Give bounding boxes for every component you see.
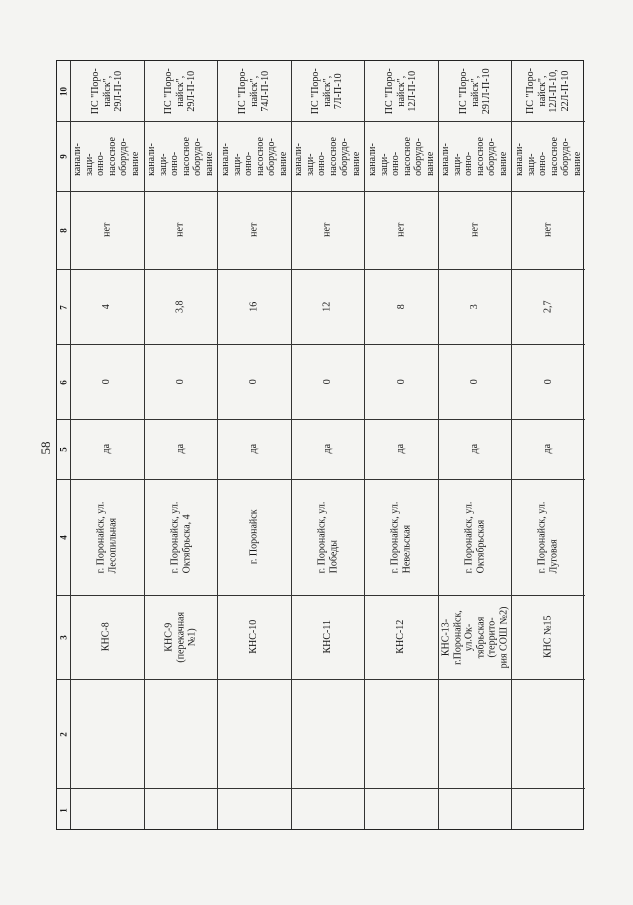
cell-text: 2,7 xyxy=(542,300,554,313)
cell-equipment xyxy=(511,121,585,191)
cell-equipment xyxy=(217,121,291,191)
cell-text: ПС "Поро- найск", 29Л-П-10 xyxy=(89,67,124,115)
cell-yes xyxy=(511,419,585,479)
page-number: 58 xyxy=(38,441,53,455)
cell-yes xyxy=(217,419,291,479)
cell-name xyxy=(511,595,585,679)
cell-yes xyxy=(438,419,512,479)
cell-yes xyxy=(364,419,438,479)
cell-name xyxy=(291,595,365,679)
cell-value xyxy=(144,269,218,344)
cell-text: канали- заци- онно- насосное оборудо- вание xyxy=(219,136,288,176)
cell-text: канали- заци- онно- насосное оборудо- вание xyxy=(440,136,509,176)
cell-zero xyxy=(217,344,291,419)
cell-zero xyxy=(291,344,365,419)
cell-text: да xyxy=(248,444,260,454)
column-divider xyxy=(57,679,585,680)
column-number: 7 xyxy=(58,304,68,310)
cell-text: 0 xyxy=(101,379,113,384)
cell-text: 0 xyxy=(248,379,260,384)
cell-text: канали- заци- онно- насосное оборудо- вание xyxy=(513,136,583,176)
cell-text: КНС-13- г.Поронайск, ул.Ок- тябрьская (террито- рия СОШ №2) xyxy=(440,606,509,668)
cell-text: нет xyxy=(321,222,333,238)
cell-value xyxy=(70,269,144,344)
cell-text: 0 xyxy=(395,379,407,384)
column-number: 6 xyxy=(58,379,68,385)
column-divider xyxy=(57,788,585,789)
cell-text: да xyxy=(321,444,333,454)
cell-text: нет xyxy=(468,222,480,238)
cell-text: да xyxy=(395,444,407,454)
cell-yes xyxy=(144,419,218,479)
column-number: 8 xyxy=(58,228,68,233)
cell-text: г. Поронайск, ул. Луговая xyxy=(536,501,560,573)
cell-text: КНС №15 xyxy=(542,615,554,659)
column-number: 9 xyxy=(58,154,68,159)
cell-no xyxy=(144,191,218,269)
cell-text: ПС "Поро- найск", 12Л-П-10 xyxy=(383,67,418,115)
cell-equipment xyxy=(364,121,438,191)
cell-equipment xyxy=(438,121,512,191)
column-number: 2 xyxy=(58,731,68,737)
cell-text: г. Поронайск, ул. Октябрьска, 4 xyxy=(168,501,192,573)
cell-zero xyxy=(364,344,438,419)
cell-zero xyxy=(70,344,144,419)
cell-equipment xyxy=(291,121,365,191)
cell-text: ПС "Поро- найск", 74Л-П-10 xyxy=(236,67,271,115)
cell-address xyxy=(144,479,218,595)
cell-text: КНС-10 xyxy=(248,620,260,654)
cell-source xyxy=(511,61,585,121)
cell-address xyxy=(364,479,438,595)
column-number: 3 xyxy=(58,635,68,640)
cell-text: г. Поронайск, ул. Октябрьская xyxy=(463,501,486,573)
cell-no xyxy=(70,191,144,269)
cell-zero xyxy=(144,344,218,419)
cell-text: да xyxy=(468,444,480,454)
cell-source xyxy=(70,61,144,121)
cell-value xyxy=(217,269,291,344)
cell-text: г. Поронайск xyxy=(248,509,260,565)
column-number: 4 xyxy=(58,535,68,540)
cell-text: да xyxy=(174,444,186,454)
cell-name xyxy=(70,595,144,679)
cell-text: г. Поронайск, ул. Победы xyxy=(315,501,339,573)
cell-text: 3,8 xyxy=(174,300,186,313)
cell-text: КНС-9 (перекачная №1) xyxy=(163,611,198,663)
cell-text: канали- заци- онно- насосное оборудо- вание xyxy=(72,136,141,176)
cell-text: 3 xyxy=(468,304,480,309)
cell-text: КНС-12 xyxy=(395,620,407,654)
column-number: 5 xyxy=(58,447,68,452)
cell-text: 0 xyxy=(321,379,333,384)
cell-text: ПС "Поро- найск", 29Л-П-10 xyxy=(163,67,198,115)
stations-table xyxy=(56,60,584,830)
cell-name xyxy=(364,595,438,679)
cell-text: да xyxy=(101,444,113,454)
cell-zero xyxy=(438,344,512,419)
cell-text: 0 xyxy=(468,379,480,384)
cell-text: канали- заци- онно- насосное оборудо- вание xyxy=(292,136,362,176)
cell-address xyxy=(70,479,144,595)
cell-text: г. Поронайск, ул. Невельская xyxy=(389,501,413,573)
cell-yes xyxy=(291,419,365,479)
cell-address xyxy=(511,479,585,595)
cell-text: ПС "Поро- найск", 12Л-П-10, 22Л-П-10 xyxy=(525,67,571,115)
cell-equipment xyxy=(70,121,144,191)
cell-value xyxy=(291,269,365,344)
cell-no xyxy=(364,191,438,269)
cell-name xyxy=(438,595,512,679)
cell-source xyxy=(364,61,438,121)
cell-text: КНС-8 xyxy=(101,622,113,652)
cell-text: 12 xyxy=(321,301,333,312)
cell-text: нет xyxy=(101,222,113,238)
cell-text: ПС "Поро- найск", 7Л-П-10 xyxy=(310,67,345,115)
cell-address xyxy=(217,479,291,595)
cell-text: нет xyxy=(542,222,554,238)
cell-text: КНС-11 xyxy=(321,620,333,654)
cell-name xyxy=(144,595,218,679)
cell-address xyxy=(438,479,512,595)
cell-yes xyxy=(70,419,144,479)
cell-text: 0 xyxy=(542,379,554,384)
cell-equipment xyxy=(144,121,218,191)
cell-source xyxy=(144,61,218,121)
cell-text: нет xyxy=(248,222,260,238)
cell-no xyxy=(511,191,585,269)
cell-address xyxy=(291,479,365,595)
cell-text: да xyxy=(542,444,554,454)
cell-value xyxy=(511,269,585,344)
cell-text: нет xyxy=(174,222,186,238)
cell-text: канали- заци- онно- насосное оборудо- вание xyxy=(366,136,436,176)
cell-text: канали- заци- онно- насосное оборудо- вание xyxy=(145,136,215,176)
column-number: 10 xyxy=(58,87,68,96)
cell-text: 16 xyxy=(248,301,260,312)
cell-text: ПС "Поро- найск", 291Л-П-10 xyxy=(457,67,492,115)
cell-source xyxy=(217,61,291,121)
cell-zero xyxy=(511,344,585,419)
cell-value xyxy=(364,269,438,344)
cell-source xyxy=(291,61,365,121)
cell-no xyxy=(217,191,291,269)
cell-no xyxy=(438,191,512,269)
cell-text: г. Поронайск, ул. Лесопильная xyxy=(95,501,118,573)
cell-text: нет xyxy=(395,222,407,238)
cell-source xyxy=(438,61,512,121)
cell-name xyxy=(217,595,291,679)
cell-text: 0 xyxy=(174,379,186,384)
cell-text: 8 xyxy=(395,304,407,309)
cell-value xyxy=(438,269,512,344)
cell-text: 4 xyxy=(101,304,113,309)
cell-no xyxy=(291,191,365,269)
column-number: 1 xyxy=(58,807,68,813)
